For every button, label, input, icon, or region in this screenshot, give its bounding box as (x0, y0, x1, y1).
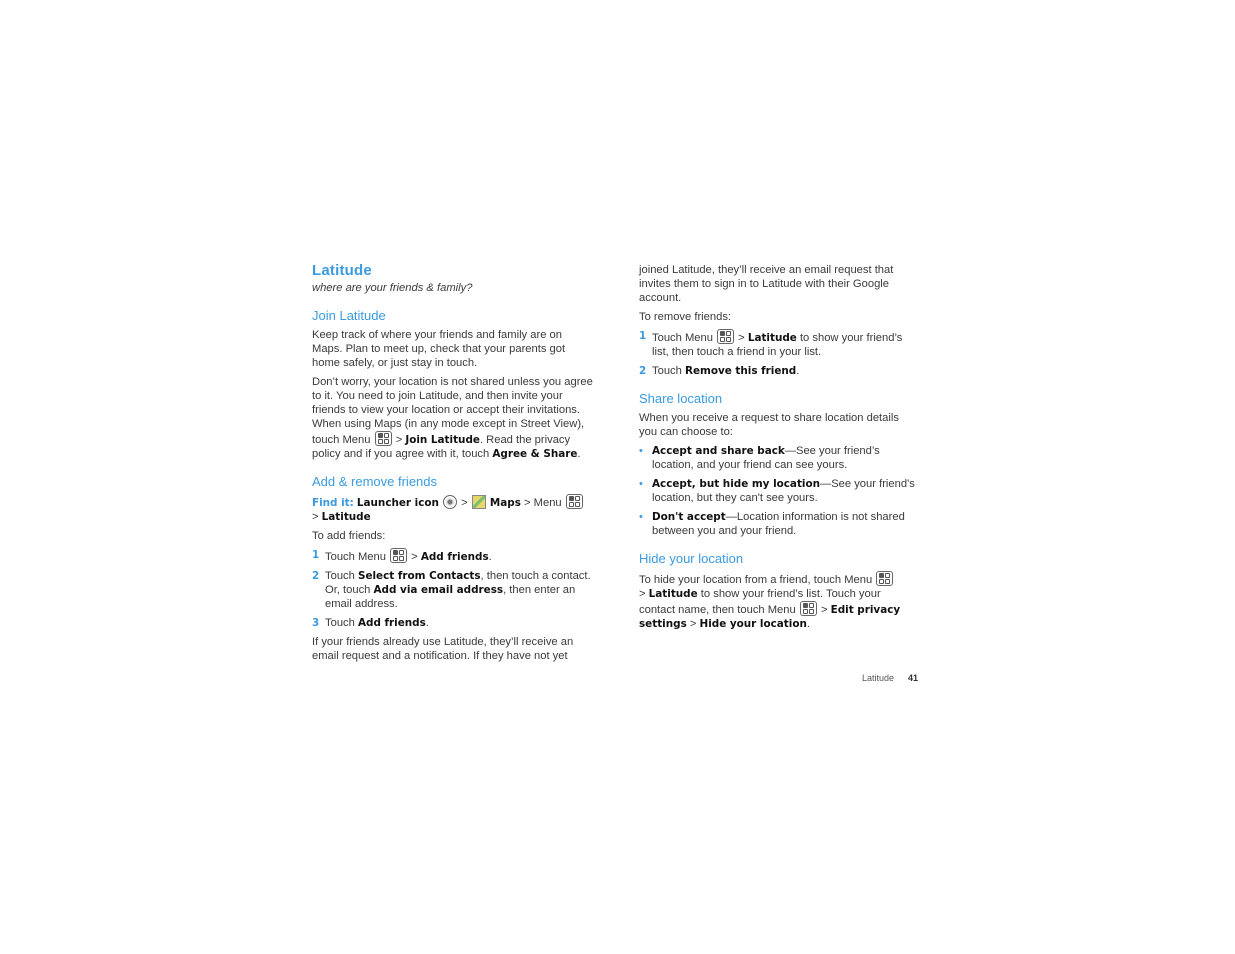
page-footer (862, 673, 918, 683)
add-step-3: 3 Touch Add friends. (312, 617, 429, 629)
launcher-icon (443, 495, 457, 509)
hide-paragraph: To hide your location from a friend, touch Menu > Latitude to show your friend’s list. Touch your contact name, then touch Menu > Edit privacy settings > Hide your location. (639, 571, 915, 631)
menu-key-icon (390, 548, 407, 563)
menu-key-icon (566, 494, 583, 509)
share-intro: When you receive a request to share location details you can choose to: (639, 412, 899, 438)
right-column (639, 263, 915, 636)
page-number: 41 (908, 673, 919, 683)
footer-section: Latitude (862, 673, 895, 683)
page-title: Latitude (312, 262, 372, 279)
add-step-2: 2 Touch Select from Contacts, then touch a contact. Or, touch Add via email address, then enter an email address. (312, 570, 591, 610)
share-bullet: • Don't accept—Location information is not shared between you and your friend. (639, 511, 905, 537)
add-remove-heading: Add & remove friends (312, 474, 438, 489)
share-heading: Share location (639, 391, 723, 406)
left-column (312, 262, 594, 668)
menu-key-icon (375, 431, 392, 446)
join-paragraph-1: Keep track of where your friends and family are on Maps. Plan to meet up, check that your parents got home safely, or just stay in touch. (312, 329, 566, 369)
to-add-label: To add friends: (312, 530, 386, 542)
continued-paragraph: joined Latitude, they’ll receive an email request that invites them to sign in to Latitude with their Google account. (639, 264, 894, 304)
find-it-line: Find it: Launcher icon > Maps > Menu > Latitude (312, 494, 594, 524)
menu-key-icon (717, 329, 734, 344)
share-bullet: • Accept, but hide my location—See your friend's location, but they can't see yours. (639, 478, 915, 504)
to-remove-label: To remove friends: (639, 311, 732, 323)
remove-step-1: 1 Touch Menu > Latitude to show your friend’s list, then touch a friend in your list. (639, 330, 903, 358)
join-paragraph-2: Don’t worry, your location is not shared unless you agree to it. You need to join Latitude, and then invite your friends to view your location or accept their invitations. When using Maps (in any mode except in Street View), touch Menu > Join Latitude. Read the privacy policy and if you agree with it, touch Agree & Share. (312, 376, 593, 460)
page-subtitle: where are your friends & family? (312, 282, 473, 294)
menu-key-icon (876, 571, 893, 586)
menu-key-icon (800, 601, 817, 616)
add-friends-note: If your friends already use Latitude, they’ll receive an email request and a notification. If they have not yet (312, 636, 574, 662)
remove-step-2: 2 Touch Remove this friend. (639, 365, 800, 377)
add-step-1: 1 Touch Menu > Add friends. (312, 549, 492, 563)
hide-heading: Hide your location (639, 551, 744, 566)
maps-icon (472, 495, 486, 509)
join-heading: Join Latitude (312, 308, 386, 323)
share-bullet: • Accept and share back—See your friend’s location, and your friend can see yours. (639, 445, 880, 471)
